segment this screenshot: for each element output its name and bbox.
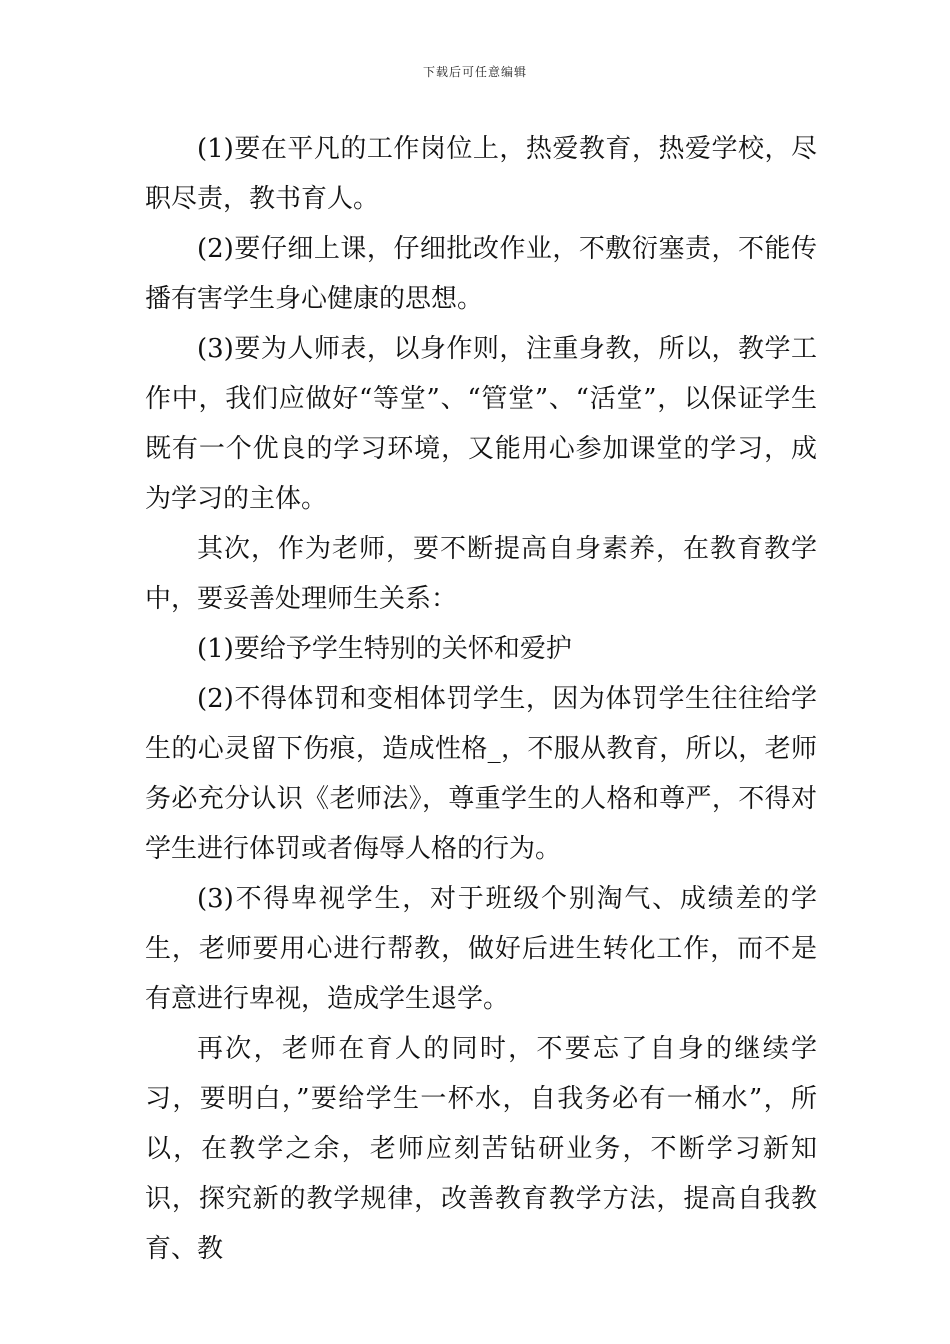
paragraph-duty: (1)要在平凡的工作岗位上，热爱教育，热爱学校，尽职尽责，教书育人。: [145, 134, 817, 214]
paragraph-role-model: (3)要为人师表，以身作则，注重身教，所以，教学工作中，我们应做好“等堂”、“管堂”、“活堂”，以保证学生既有一个优良的学习环境，又能用心参加课堂的学习，成为学习的主体。: [145, 334, 817, 514]
paragraph-teacher-student-relations: 其次，作为老师，要不断提高自身素养，在教育教学中，要妥善处理师生关系：: [145, 534, 817, 614]
paragraph-no-corporal-punishment: (2)不得体罚和变相体罚学生，因为体罚学生往往给学生的心灵留下伤痕，造成性格_，不服从教育，所以，老师务必充分认识《老师法》，尊重学生的人格和尊严，不得对学生进行体罚或者侮辱人格的行为。: [145, 684, 817, 864]
document-body: [145, 124, 817, 1274]
page-header: 下载后可任意编辑: [422, 65, 527, 79]
paragraph-no-discrimination: (3)不得卑视学生，对于班级个别淘气、成绩差的学生，老师要用心进行帮教，做好后进生转化工作，而不是有意进行卑视，造成学生退学。: [145, 884, 817, 1014]
paragraph-care-for-students: (1)要给予学生特别的关怀和爱护: [197, 634, 572, 664]
paragraph-teaching-care: (2)要仔细上课，仔细批改作业，不敷衍塞责，不能传播有害学生身心健康的思想。: [145, 234, 817, 314]
paragraph-continuous-learning: 再次，老师在育人的同时，不要忘了自身的继续学习，要明白，”要给学生一杯水，自我务必有一桶水”，所以，在教学之余，老师应刻苦钻研业务，不断学习新知识，探究新的教学规律，改善教育教学方法，提高自我教育、教: [145, 1034, 817, 1264]
